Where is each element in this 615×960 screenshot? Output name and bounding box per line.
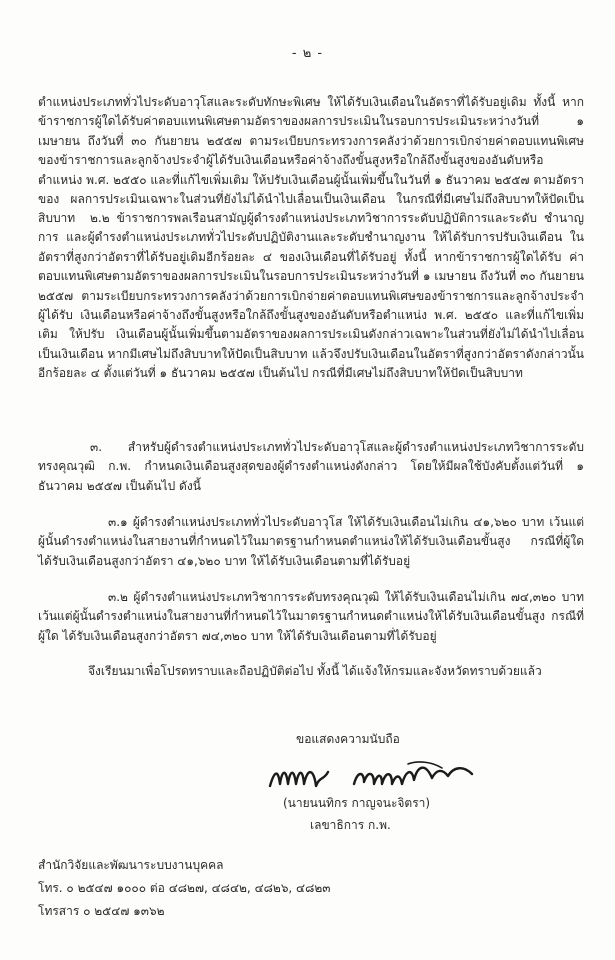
handwritten-signature — [268, 758, 488, 794]
paragraph-2-2: ๒.๒ ข้าราชการพลเรือนสามัญผู้ดำรงตำแหน่งประเภทวิชาการระดับปฏิบัติการและระดับ ชำนาญการ และผู้ดำรงตำแหน่งประเภททั่วไประดับปฏิบัติงานและระดับชำนาญงาน ให้ได้รับการปรับเงินเดือน ในอัตราที่สูงกว่าอัตราที่ได้รับอยู่เดิมอีกร้อยละ ๔ ของเงินเดือนที่ได้รับอยู่ ทั้งนี้ หากข้าราชการผู้ใดได้รับ ค่าตอบแทนพิเศษตามอัตราของผลการประเมินในรอบการประเมินระหว่างวันที่ ๑ เมษายน ถึงวันที่ ๓๐ กันยายน ๒๕๕๗ ตามระเบียบกระทรวงการคลังว่าด้วยการเบิกจ่ายค่าตอบแทนพิเศษของข้าราชการและลูกจ้างประจำผู้ได้รับ เงินเดือนหรือค่าจ้างถึงขั้นสูงหรือใกล้ถึงขั้นสูงของอันดับหรือตำแหน่ง พ.ศ. ๒๕๕๐ และที่แก้ไขเพิ่มเติม ให้ปรับ เงินเดือนผู้นั้นเพิ่มขึ้นตามอัตราของผลการประเมินดังกล่าวเฉพาะในส่วนที่ยังไม่ได้นำไปเลื่อนเป็นเงินเดือน หากมีเศษไม่ถึงสิบบาทให้ปัดเป็นสิบบาท แล้วจึงปรับเงินเดือนในอัตราที่สูงกว่าอัตราดังกล่าวนั้นอีกร้อยละ ๔ ตั้งแต่วันที่ ๑ ธันวาคม ๒๕๕๗ เป็นต้นไป กรณีที่มีเศษไม่ถึงสิบบาทให้ปัดเป็นสิบบาท — [38, 211, 584, 381]
telephone: โทร. ๐ ๒๕๔๗ ๑๐๐๐ ต่อ ๔๘๒๗, ๔๘๔๒, ๔๘๒๖, ๔๘๒๓ — [38, 881, 331, 895]
paragraph-3-2: ๓.๒ ผู้ดำรงตำแหน่งประเภทวิชาการระดับทรงคุณวุฒิ ให้ได้รับเงินเดือนไม่เกิน ๗๔,๓๒๐ บาท เว้นแต่ผู้นั้นดำรงตำแหน่งในสายงานที่กำหนดไว้ในมาตรฐานกำหนดตำแหน่งให้ได้รับเงินเดือนขั้นสูง กรณีที่ผู้ใด ได้รับเงินเดือนสูงกว่าอัตรา ๗๔,๓๒๐ บาท ให้ได้รับเงินเดือนตามที่ได้รับอยู่ — [38, 590, 584, 643]
paragraph-3-1: ๓.๑ ผู้ดำรงตำแหน่งประเภททั่วไประดับอาวุโส ให้ได้รับเงินเดือนไม่เกิน ๔๑,๖๒๐ บาท เว้นแต่ผู้นั้นดำรงตำแหน่งในสายงานที่กำหนดไว้ในมาตรฐานกำหนดตำแหน่งให้ได้รับเงินเดือนขั้นสูง กรณีที่ผู้ใด ได้รับเงินเดือนสูงกว่าอัตรา ๔๑,๖๒๐ บาท ให้ได้รับเงินเดือนตามที่ได้รับอยู่ — [38, 515, 584, 568]
page-number: - ๒ - — [291, 46, 324, 61]
paragraph-3: ๓. สำหรับผู้ดำรงตำแหน่งประเภททั่วไประดับอาวุโสและผู้ดำรงตำแหน่งประเภทวิชาการระดับ ทรงคุณวุฒิ ก.พ. กำหนดเงินเดือนสูงสุดของผู้ดำรงตำแหน่งดังกล่าว โดยให้มีผลใช้บังคับตั้งแต่วันที่ ๑ ธันวาคม ๒๕๕๗ เป็นต้นไป ดังนี้ — [38, 440, 584, 493]
paragraph-continuation: ตำแหน่งประเภททั่วไประดับอาวุโสและระดับทักษะพิเศษ ให้ได้รับเงินเดือนในอัตราที่ได้รับอยู่เดิม ทั้งนี้ หากข้าราชการผู้ใดได้รับค่าตอบแทนพิเศษตามอัตราของผลการประเมินในรอบการประเมินระหว่างวันที่ ๑ เมษายน ถึงวันที่ ๓๐ กันยายน ๒๕๕๗ ตามระเบียบกระทรวงการคลังว่าด้วยการเบิกจ่ายค่าตอบแทนพิเศษ ของข้าราชการและลูกจ้างประจำผู้ได้รับเงินเดือนหรือค่าจ้างถึงขั้นสูงหรือใกล้ถึงขั้นสูงของอันดับหรือตำแหน่ง พ.ศ. ๒๕๕๐ และที่แก้ไขเพิ่มเติม ให้ปรับเงินเดือนผู้นั้นเพิ่มขึ้นในวันที่ ๑ ธันวาคม ๒๕๕๗ ตามอัตราของ ผลการประเมินเฉพาะในส่วนที่ยังไม่ได้นำไปเลื่อนเป็นเงินเดือน ในกรณีที่มีเศษไม่ถึงสิบบาทให้ปัดเป็นสิบบาท — [38, 95, 584, 226]
fax-number: โทรสาร ๐ ๒๕๔๗ ๑๓๖๒ — [38, 904, 165, 918]
signatory-name: (นายนนทิกร กาญจนะจิตรา) — [283, 796, 431, 810]
office-name: สำนักวิจัยและพัฒนาระบบงานบุคคล — [38, 858, 224, 872]
signatory-title: เลขาธิการ ก.พ. — [310, 818, 391, 832]
salutation: ขอแสดงความนับถือ — [296, 732, 400, 746]
closing-sentence: จึงเรียนมาเพื่อโปรดทราบและถือปฏิบัติต่อไป ทั้งนี้ ได้แจ้งให้กรมและจังหวัดทราบด้วยแล้ว — [88, 664, 542, 678]
